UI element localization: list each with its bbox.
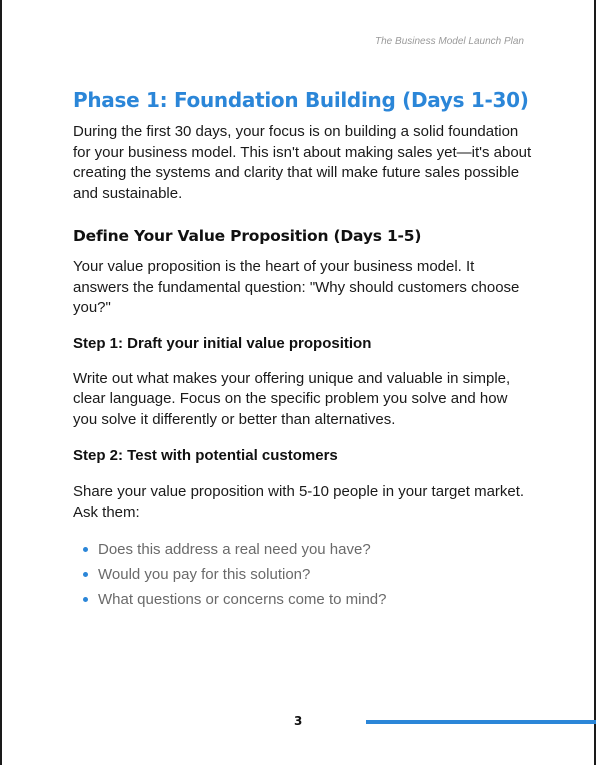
- running-header: The Business Model Launch Plan: [375, 36, 524, 47]
- page-content: [73, 86, 533, 612]
- list-item-text: What questions or concerns come to mind?: [98, 591, 387, 608]
- subsection-body: Your value proposition is the heart of your business model. It answers the fundamental question: "Why should customers choose you?": [73, 258, 520, 316]
- step-2-body: Share your value proposition with 5-10 people in your target market. Ask them:: [73, 483, 525, 521]
- step-1-title: Step 1: Draft your initial value proposition: [73, 334, 372, 352]
- list-item: [83, 537, 533, 562]
- bullet-dot-icon: [83, 572, 88, 577]
- list-item: [83, 562, 533, 587]
- step-1-body: Write out what makes your offering unique and valuable in simple, clear language. Focus on the specific problem you solve and how you solve it differently or better than alternatives.: [73, 369, 511, 428]
- page-border-left: [0, 0, 2, 765]
- step-2-title: Step 2: Test with potential customers: [73, 447, 338, 464]
- footer-accent-rule: [366, 720, 596, 724]
- section-title: Phase 1: Foundation Building (Days 1-30): [73, 88, 529, 112]
- list-item-text: Would you pay for this solution?: [98, 566, 311, 583]
- bullet-dot-icon: [83, 597, 88, 602]
- question-list: [73, 537, 533, 612]
- page-number: 3: [294, 714, 303, 728]
- subsection-title: Define Your Value Proposition (Days 1-5): [73, 227, 422, 245]
- bullet-dot-icon: [83, 547, 88, 552]
- section-intro: During the first 30 days, your focus is on building a solid foundation for your business model. This isn't about making sales yet—it's about creating the systems and clarity that will make future sales possible and sustainable.: [73, 123, 532, 202]
- list-item-text: Does this address a real need you have?: [98, 541, 371, 558]
- list-item: [83, 587, 533, 612]
